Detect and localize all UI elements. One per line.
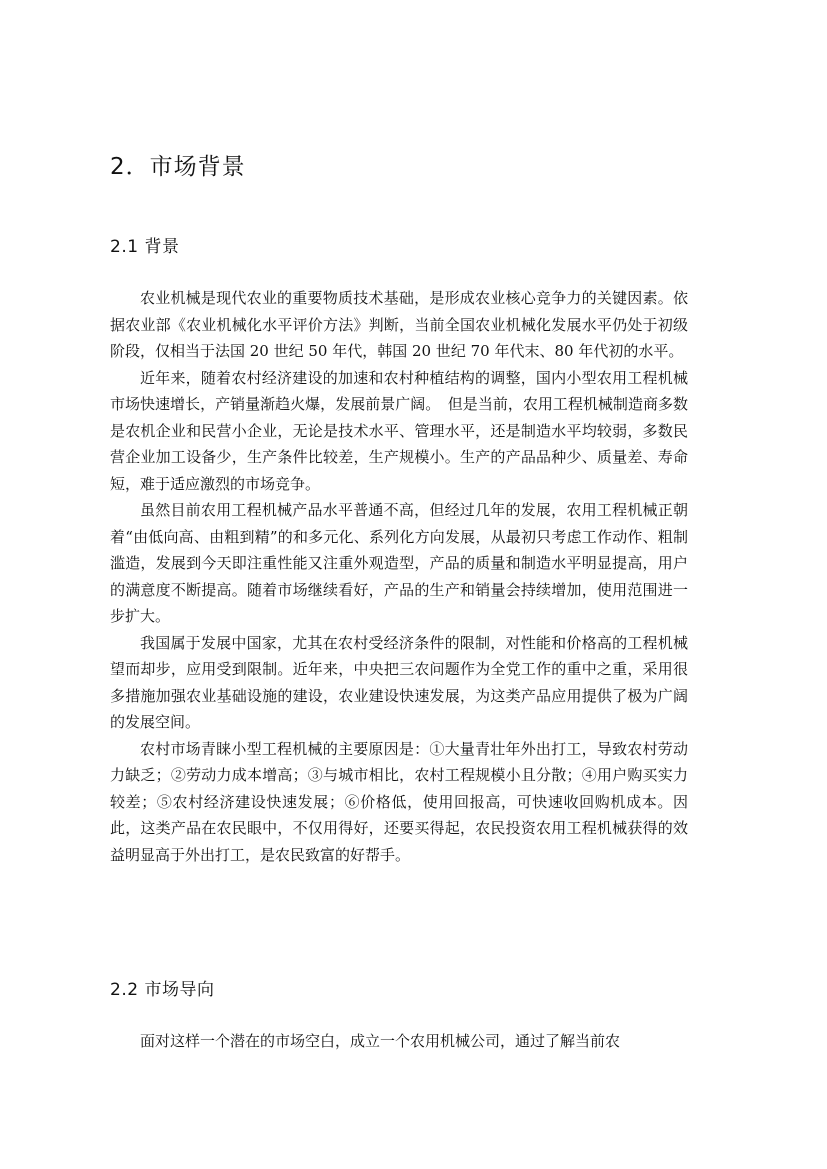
section-title: 2．市场背景 xyxy=(110,154,246,180)
paragraph: 农村市场青睐小型工程机械的主要原因是：①大量青壮年外出打工，导致农村劳动力缺乏；②劳动力成本增高；③与城市相比，农村工程规模小且分散；④用户购买实力较差；⑤农村经济建设快速发展；⑥价格低，使用回报高，可快速收回购机成本。因此，这类产品在农民眼中，不仅用得好，还要买得起，农民投资农用工程机械获得的效益明显高于外出打工，是农民致富的好帮手。 xyxy=(110,739,688,864)
paragraph: 近年来，随着农村经济建设的加速和农村种植结构的调整，国内小型农用工程机械市场快速增长，产销量渐趋火爆，发展前景广阔。 但是当前，农用工程机械制造商多数是农机企业和民营小企业，无论是技术水平、管理水平，还是制造水平均较弱，多数民营企业加工设备少，生产条件比较差，生产规模小。生产的产品品种少、质量差、寿命短，难于适应激烈的市场竞争。 xyxy=(110,368,688,493)
paragraph: 农业机械是现代农业的重要物质技术基础，是形成农业核心竞争力的关键因素。依据农业部《农业机械化水平评价方法》判断，当前全国农业机械化发展水平仍处于初级阶段，仅相当于法国 20 世纪 50 年代，韩国 20 世纪 70 年代末、80 年代初的水平。 xyxy=(110,289,688,360)
subsection-title-market-orientation: 2.2 市场导向 xyxy=(110,980,215,1000)
paragraph: 虽然目前农用工程机械产品水平普通不高，但经过几年的发展，农用工程机械正朝着“由低向高、由粗到精”的和多元化、系列化方向发展，从最初只考虑工作动作、粗制滥造，发展到今天即注重性能又注重外观造型，产品的质量和制造水平明显提高，用户的满意度不断提高。随着市场继续看好，产品的生产和销量会持续增加，使用范围进一步扩大。 xyxy=(110,501,688,625)
market-orientation-body xyxy=(110,1028,688,1055)
subsection-title-background: 2.1 背景 xyxy=(110,237,180,257)
background-body xyxy=(110,285,688,868)
paragraph: 面对这样一个潜在的市场空白，成立一个农用机械公司，通过了解当前农 xyxy=(140,1032,621,1050)
paragraph: 我国属于发展中国家，尤其在农村受经济条件的限制，对性能和价格高的工程机械望而却步，应用受到限制。近年来，中央把三农问题作为全党工作的重中之重，采用很多措施加强农业基础设施的建设，农业建设快速发展，为这类产品应用提供了极为广阔的发展空间。 xyxy=(110,633,688,731)
